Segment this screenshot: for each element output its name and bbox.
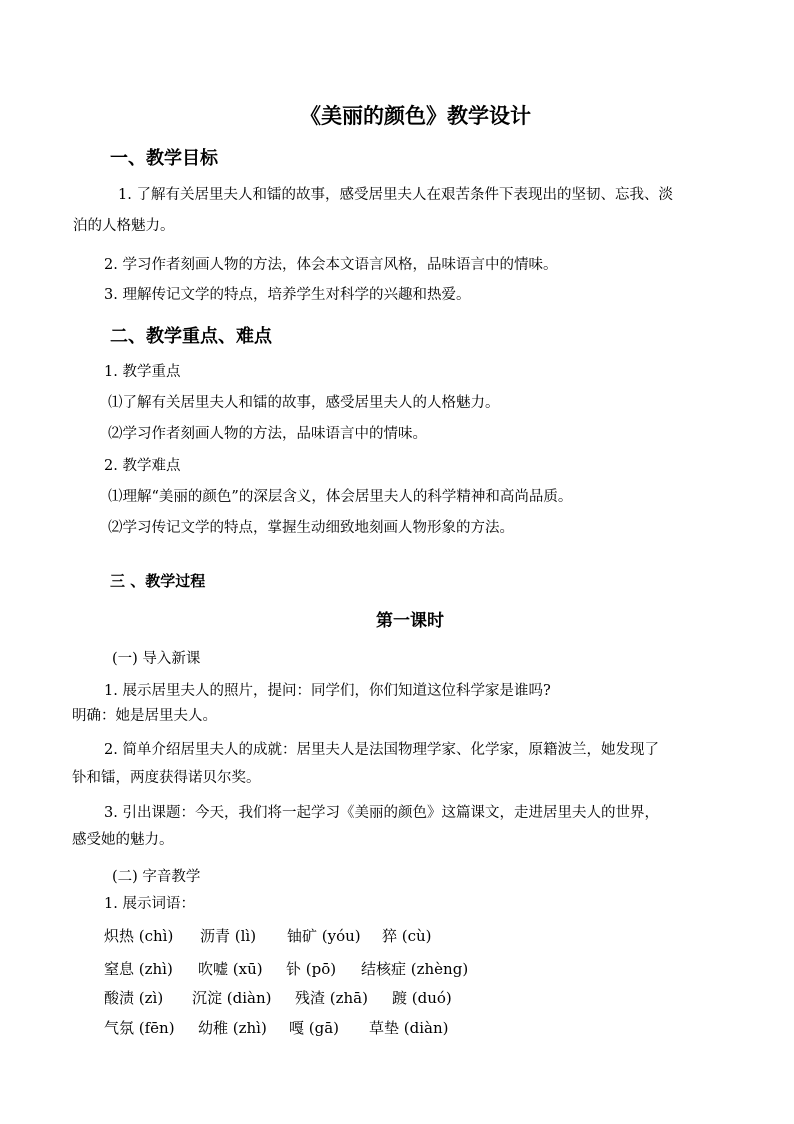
section-heading-process: 三 、教学过程 xyxy=(110,572,206,590)
difficult-point-1: ⑴理解“美丽的颜色”的深层含义，体会居里夫人的科学精神和高尚品质。 xyxy=(108,489,573,505)
part-2-label: (二) 字音教学 xyxy=(112,869,201,885)
vocab-item: 踱 (duó) xyxy=(392,989,452,1007)
goal-1-line-1: 1. 了解有关居里夫人和镭的故事，感受居里夫人在艰苦条件下表现出的坚韧、忘我、淡 xyxy=(118,187,673,203)
document-title: 《美丽的颜色》教学设计 xyxy=(300,104,531,128)
vocab-item: 猝 (cù) xyxy=(382,927,432,945)
goal-1-line-2: 泊的人格魅力。 xyxy=(73,218,175,234)
key-point-1: ⑴了解有关居里夫人和镭的故事，感受居里夫人的人格魅力。 xyxy=(108,395,500,411)
vocab-item: 沥青 (lì) xyxy=(200,927,257,945)
vocab-row xyxy=(0,1021,794,1041)
vocab-item: 吹嘘 (xū) xyxy=(198,960,263,978)
section-heading-goals: 一、教学目标 xyxy=(110,148,218,169)
vocab-item: 草垫 (diàn) xyxy=(369,1019,449,1037)
vocab-item: 炽热 (chì) xyxy=(104,927,174,945)
intro-step-2-line-2: 钋和镭，两度获得诺贝尔奖。 xyxy=(72,770,261,786)
vocab-item: 窒息 (zhì) xyxy=(104,960,173,978)
goal-3: 3. 理解传记文学的特点，培养学生对科学的兴趣和热爱。 xyxy=(104,287,471,303)
intro-step-3-line-2: 感受她的魅力。 xyxy=(72,832,174,848)
vocab-row xyxy=(0,962,794,982)
key-points-label: 1. 教学重点 xyxy=(104,364,181,380)
difficult-points-label: 2. 教学难点 xyxy=(104,458,181,474)
vocab-item: 酸渍 (zì) xyxy=(104,989,164,1007)
goal-2: 2. 学习作者刻画人物的方法，体会本文语言风格，品味语言中的情味。 xyxy=(104,257,558,273)
vocab-item: 铀矿 (yóu) xyxy=(287,927,361,945)
show-words-label: 1. 展示词语： xyxy=(104,896,195,912)
part-1-label: (一) 导入新课 xyxy=(112,651,201,667)
vocab-item: 沉淀 (diàn) xyxy=(192,989,272,1007)
intro-step-3-line-1: 3. 引出课题：今天，我们将一起学习《美丽的颜色》这篇课文，走进居里夫人的世界， xyxy=(104,805,659,821)
vocab-row xyxy=(0,991,794,1011)
lesson-title: 第一课时 xyxy=(376,611,444,631)
intro-step-2-line-1: 2. 简单介绍居里夫人的成就：居里夫人是法国物理学家、化学家，原籍波兰，她发现了 xyxy=(104,742,659,758)
vocab-item: 结核症 (zhèng) xyxy=(361,960,469,978)
vocab-item: 气氛 (fēn) xyxy=(104,1019,175,1037)
intro-step-1: 1. 展示居里夫人的照片，提问：同学们，你们知道这位科学家是谁吗? xyxy=(104,683,551,699)
vocab-item: 残渣 (zhā) xyxy=(295,989,368,1007)
intro-answer: 明确：她是居里夫人。 xyxy=(72,708,217,724)
section-heading-key-difficult: 二、教学重点、难点 xyxy=(110,326,272,347)
vocab-item: 嘎 (gā) xyxy=(289,1019,340,1037)
key-point-2: ⑵学习作者刻画人物的方法，品味语言中的情味。 xyxy=(108,426,427,442)
vocab-item: 幼稚 (zhì) xyxy=(198,1019,267,1037)
difficult-point-2: ⑵学习传记文学的特点，掌握生动细致地刻画人物形象的方法。 xyxy=(108,520,514,536)
vocab-item: 钋 (pō) xyxy=(286,960,337,978)
vocab-row xyxy=(0,929,794,949)
